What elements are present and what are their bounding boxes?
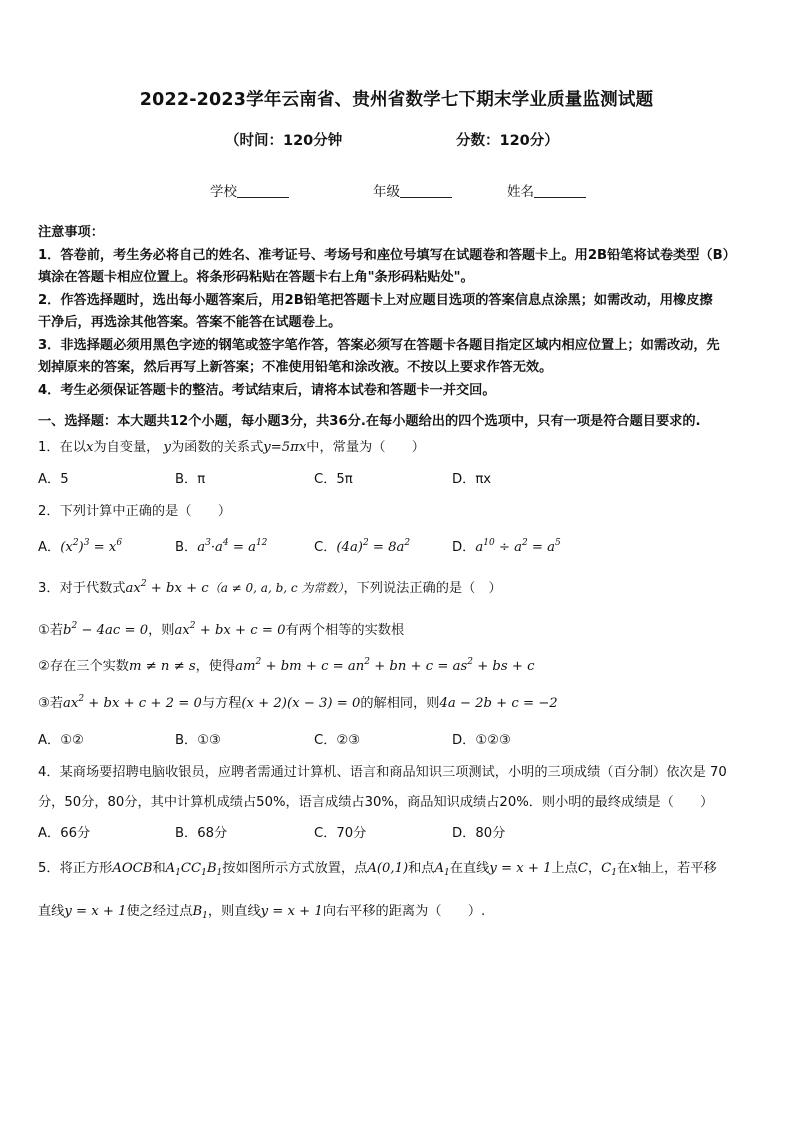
q2-option-a[interactable] bbox=[38, 536, 122, 555]
q3-text: ①若 bbox=[38, 623, 64, 638]
notes-line: 填涂在答题卡相应位置上。将条形码粘贴在答题卡右上角"条形码粘贴处"。 bbox=[38, 270, 474, 285]
q3-condition: （a ≠ 0, a, b, c 为常数） bbox=[208, 581, 344, 595]
grade-blank[interactable] bbox=[400, 183, 452, 198]
question-2: 2．下列计算中正确的是（ ） bbox=[38, 504, 232, 519]
name-label: 姓名 bbox=[507, 184, 534, 200]
q5-square-1: AOCB bbox=[112, 861, 153, 876]
q2-option-d-formula: $a^{10} \div a^2 = a^5$ bbox=[475, 538, 561, 555]
q1-formula: y=5πx bbox=[263, 440, 307, 455]
q3-s3-eq1: $ax^2$ + bx + c + 2 = 0 bbox=[63, 694, 202, 711]
q1-text: 1．在以 bbox=[38, 440, 86, 455]
q5-text: 使之经过点 bbox=[126, 904, 193, 919]
notes-line: 3．非选择题必须用黑色字迹的钢笔或签字笔作答，答案必须写在答题卡各题目指定区域内相应位置上；如需改动，先 bbox=[38, 337, 720, 353]
q5-line: y = x + 1 bbox=[489, 861, 552, 876]
q2-option-b-formula: $a^3\cdot a^4 = a^{12}$ bbox=[197, 538, 268, 555]
q3-s3-result: 4a − 2b + c = −2 bbox=[439, 696, 558, 711]
question-5-line-1 bbox=[38, 857, 717, 878]
q2-option-a-formula: $(x^2)^3 = x^6$ bbox=[60, 538, 123, 555]
q1-option-d[interactable]: D．πx bbox=[452, 472, 492, 487]
q3-option-c[interactable]: C．②③ bbox=[314, 733, 361, 748]
q3-text: ，则 bbox=[148, 623, 175, 638]
q5-text: ，则直线 bbox=[207, 904, 261, 919]
q3-s1-eq: $ax^2$ + bx + c = 0 bbox=[174, 621, 286, 638]
q5-text: 5．将正方形 bbox=[38, 861, 113, 876]
q3-option-a[interactable]: A．①② bbox=[38, 733, 84, 748]
exam-title: 2022-2023学年云南省、贵州省数学七下期末学业质量监测试题 bbox=[139, 90, 654, 110]
grade-field bbox=[373, 180, 452, 200]
q3-statement-1 bbox=[38, 619, 404, 638]
q2-option-d[interactable] bbox=[452, 536, 561, 555]
q4-option-a[interactable]: A．66分 bbox=[38, 826, 91, 841]
q2-option-b[interactable] bbox=[175, 536, 267, 555]
q3-text: 与方程 bbox=[201, 696, 242, 711]
notes-block bbox=[38, 222, 760, 402]
question-1 bbox=[38, 436, 425, 455]
q5-text: 和点 bbox=[408, 861, 435, 876]
question-5-line-2 bbox=[38, 900, 485, 921]
q3-text: 的解相同，则 bbox=[360, 696, 440, 711]
q3-text: 3．对于代数式 bbox=[38, 581, 126, 596]
q2-option-c-formula: $(4a)^2 = 8a^2$ bbox=[336, 538, 411, 555]
q5-line: y = x + 1 bbox=[64, 904, 127, 919]
q3-s3-eq2: (x + 2)(x − 3) = 0 bbox=[241, 696, 361, 711]
q5-point-c1: $C_1$ bbox=[601, 861, 617, 878]
q3-expression: $ax^2$ + bx + c bbox=[125, 579, 209, 596]
q2-option-c[interactable] bbox=[314, 536, 410, 555]
q1-option-c[interactable]: C．5π bbox=[314, 472, 353, 487]
q3-statement-2 bbox=[38, 655, 534, 674]
notes-line: 划掉原来的答案，然后再写上新答案；不准使用铅笔和涂改液。不按以上要求作答无效。 bbox=[38, 360, 553, 375]
question-3 bbox=[38, 577, 502, 596]
q1-option-b[interactable]: B．π bbox=[175, 472, 206, 487]
q5-point-a: A(0,1) bbox=[367, 861, 409, 876]
q2-option-label: A． bbox=[38, 540, 61, 555]
q5-text: 按如图所示方式放置，点 bbox=[222, 861, 368, 876]
q5-text: ， bbox=[587, 861, 602, 876]
q3-s2-eq: $am^2$ + bm + $c = an^2$ + bn + $c = as^2$ + bs + c bbox=[235, 657, 535, 674]
q5-axis: x bbox=[630, 861, 638, 876]
q1-var: y bbox=[163, 440, 171, 455]
exam-time: （时间：120分钟 bbox=[225, 133, 343, 149]
notes-line: 4．考生必须保证答题卡的整洁。考试结束后，请将本试卷和答题卡一并交回。 bbox=[38, 382, 496, 398]
q1-text: 为自变量， bbox=[93, 440, 160, 455]
q2-option-label: B． bbox=[175, 540, 198, 555]
q5-point-b1: $B_1$ bbox=[192, 904, 208, 921]
notes-line: 2．作答选择题时，选出每小题答案后，用2B铅笔把答题卡上对应题目选项的答案信息点涂黑；如需改动，用橡皮擦 bbox=[38, 292, 713, 308]
q3-text: 有两个相等的实数根 bbox=[285, 623, 405, 638]
q3-s1-cond: $b^2 - 4ac = 0$ bbox=[63, 621, 149, 638]
q5-line: y = x + 1 bbox=[260, 904, 323, 919]
q3-text: ，使得 bbox=[195, 659, 236, 674]
q5-text: 在直线 bbox=[449, 861, 490, 876]
q4-option-b[interactable]: B．68分 bbox=[175, 826, 228, 841]
q1-text: 中，常量为（ ） bbox=[306, 440, 425, 455]
q1-text: 为函数的关系式 bbox=[170, 440, 264, 455]
name-field bbox=[507, 180, 586, 200]
q5-text: 轴上，若平移 bbox=[637, 861, 717, 876]
q3-option-b[interactable]: B．①③ bbox=[175, 733, 221, 748]
q5-text: 直线 bbox=[38, 904, 65, 919]
school-label: 学校 bbox=[210, 184, 237, 200]
school-blank[interactable] bbox=[237, 183, 289, 198]
q3-text: ③若 bbox=[38, 696, 64, 711]
notes-line: 1．答卷前，考生务必将自己的姓名、准考证号、考场号和座位号填写在试题卷和答题卡上。用2B铅笔将试卷类型（B） bbox=[38, 247, 736, 263]
q3-option-d[interactable]: D．①②③ bbox=[452, 733, 511, 748]
question-4-line-1: 4．某商场要招聘电脑收银员，应聘者需通过计算机、语言和商品知识三项测试，小明的三项成绩（百分制）依次是 70 bbox=[38, 765, 727, 780]
q3-text: ②存在三个实数 bbox=[38, 659, 129, 674]
notes-line: 干净后，再选涂其他答案。答案不能答在试题卷上。 bbox=[38, 315, 342, 330]
question-4-line-2: 分，50分，80分，其中计算机成绩占50%，语言成绩占30%，商品知识成绩占20%．则小明的最终成绩是（ ） bbox=[38, 795, 714, 810]
q1-option-a[interactable]: A．5 bbox=[38, 472, 69, 487]
q5-point-c: C bbox=[577, 861, 588, 876]
q5-text: 和 bbox=[152, 861, 166, 876]
q4-option-d[interactable]: D．80分 bbox=[452, 826, 506, 841]
q5-square-2: $A_1CC_1B_1$ bbox=[165, 861, 223, 878]
notes-heading: 注意事项： bbox=[38, 225, 104, 240]
q1-var: x bbox=[85, 440, 94, 455]
school-field bbox=[210, 180, 289, 200]
q5-point-a1: $A_1$ bbox=[434, 861, 450, 878]
q5-text: 在 bbox=[616, 861, 631, 876]
name-blank[interactable] bbox=[534, 183, 586, 198]
exam-score: 分数：120分） bbox=[456, 133, 559, 149]
section-heading: 一、选择题：本大题共12个小题，每小题3分，共36分.在每小题给出的四个选项中，只有一项是符合题目要求的. bbox=[38, 414, 701, 429]
q3-statement-3 bbox=[38, 692, 558, 711]
q4-option-c[interactable]: C．70分 bbox=[314, 826, 367, 841]
q2-option-label: C． bbox=[314, 540, 337, 555]
q5-text: 向右平移的距离为（ ）. bbox=[322, 904, 486, 919]
q2-option-label: D． bbox=[452, 540, 476, 555]
q5-text: 上点 bbox=[551, 861, 578, 876]
grade-label: 年级 bbox=[373, 184, 400, 200]
q3-text: ，下列说法正确的是（ ） bbox=[343, 581, 502, 596]
q3-s2-vars: m ≠ n ≠ s bbox=[128, 659, 196, 674]
